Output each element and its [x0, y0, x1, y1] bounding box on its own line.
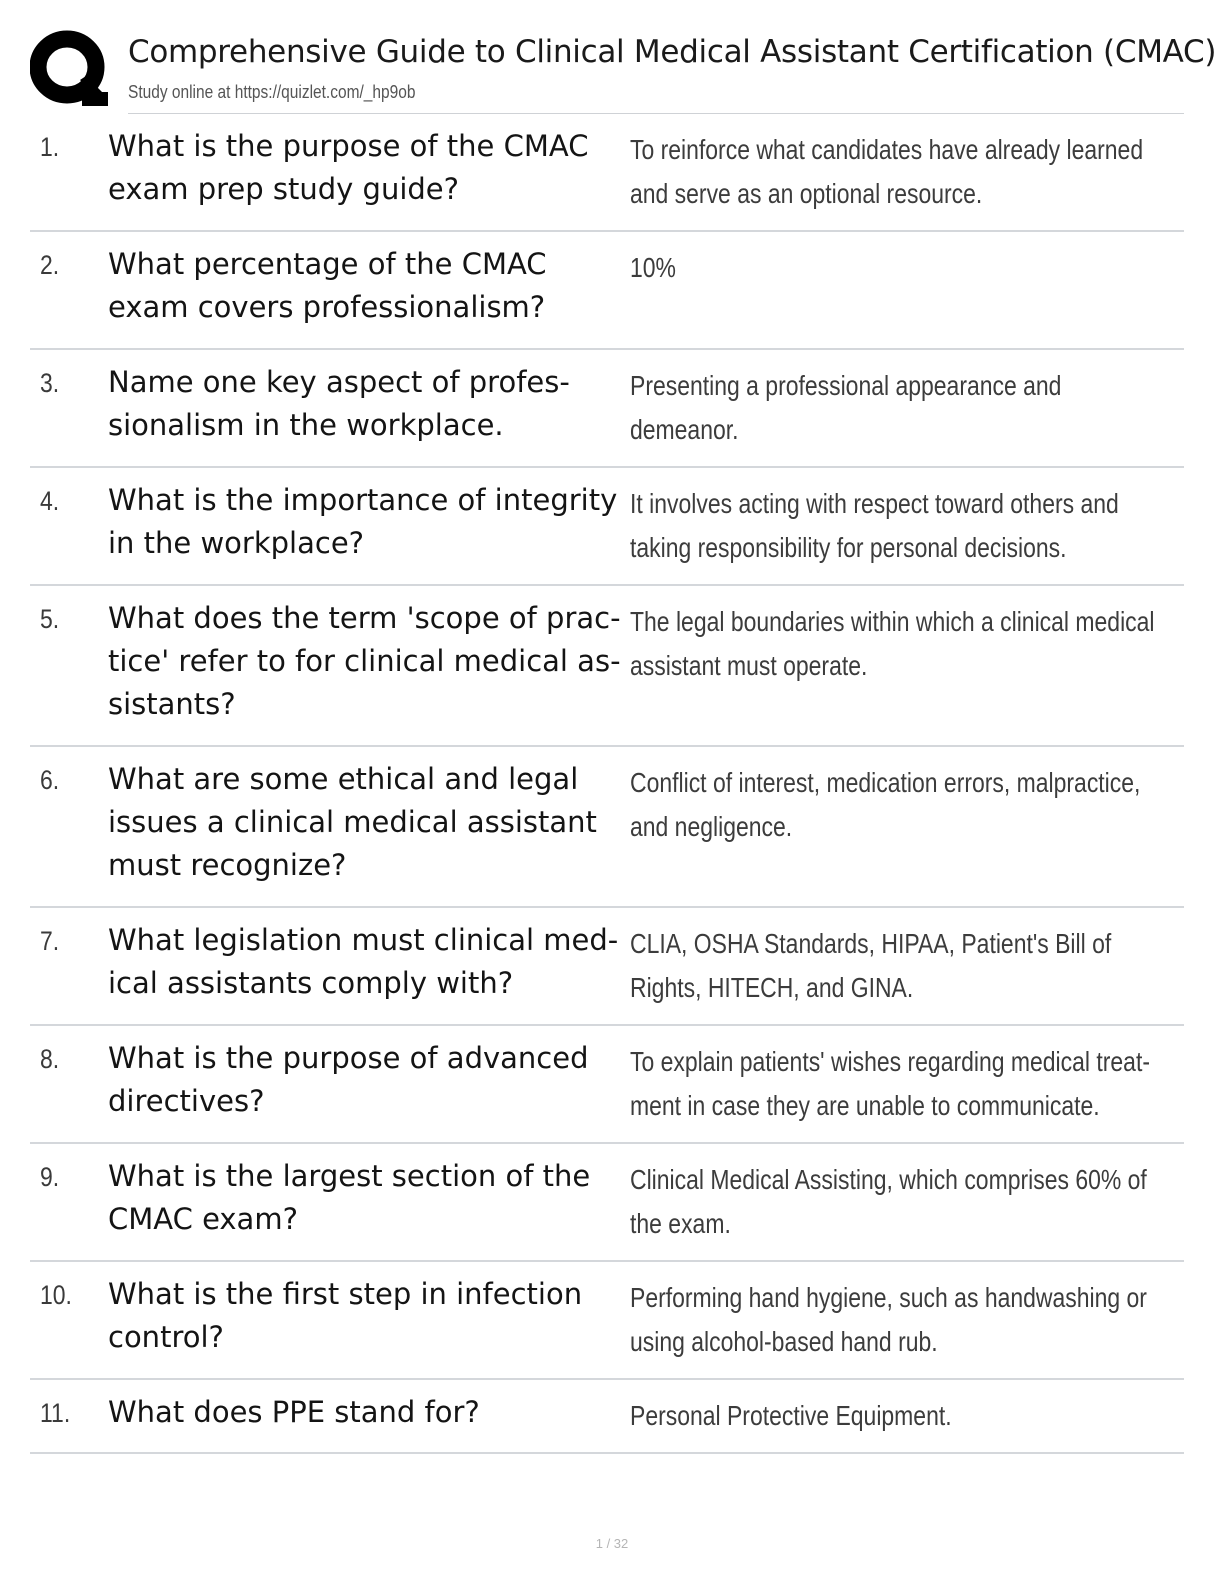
- card-term: What legislation must clinical med-ical assistants comply with?: [108, 923, 619, 1000]
- card-definition: The legal boundaries within which a clinical medical assistant must operate.: [630, 606, 1155, 681]
- flashcard-row: [30, 468, 1184, 586]
- flashcard-row: [30, 908, 1184, 1026]
- card-definition: To reinforce what candidates have already learned and serve as an optional resource.: [630, 134, 1144, 209]
- flashcard-row: [30, 1026, 1184, 1144]
- card-number: 8.: [40, 1044, 60, 1074]
- flashcard-list: [30, 114, 1184, 1454]
- card-number: 6.: [40, 765, 60, 795]
- card-term: What is the purpose of advanced directives?: [108, 1041, 589, 1118]
- flashcard-row: [30, 232, 1184, 350]
- card-term: Name one key aspect of profes-sionalism in the workplace.: [108, 365, 570, 442]
- card-definition: Clinical Medical Assisting, which comprises 60% of the exam.: [630, 1164, 1147, 1239]
- card-term: What is the largest section of the CMAC exam?: [108, 1159, 591, 1236]
- card-number: 9.: [40, 1162, 60, 1192]
- card-term: What is the importance of integrity in the workplace?: [108, 483, 618, 560]
- card-definition: To explain patients' wishes regarding medical treat-ment in case they are unable to communicate.: [630, 1046, 1150, 1121]
- card-definition: CLIA, OSHA Standards, HIPAA, Patient's Bill of Rights, HITECH, and GINA.: [630, 928, 1112, 1003]
- card-number: 7.: [40, 926, 60, 956]
- card-number: 3.: [40, 368, 60, 398]
- card-number: 1.: [40, 132, 60, 162]
- card-number: 5.: [40, 604, 60, 634]
- card-definition: Conflict of interest, medication errors, malpractice, and negligence.: [630, 767, 1141, 842]
- card-definition: Personal Protective Equipment.: [630, 1400, 952, 1431]
- card-definition: Presenting a professional appearance and demeanor.: [630, 370, 1062, 445]
- page-title: Comprehensive Guide to Clinical Medical Assistant Certification (CMAC): [128, 34, 1217, 70]
- flashcard-row: [30, 586, 1184, 747]
- flashcard-row: [30, 747, 1184, 908]
- card-term: What is the first step in infection control?: [108, 1277, 583, 1354]
- flashcard-row: [30, 1262, 1184, 1380]
- card-number: 10.: [40, 1280, 72, 1310]
- page-number: 1 / 32: [595, 1536, 629, 1551]
- card-term: What does the term 'scope of prac-tice' refer to for clinical medical as-sistants?: [108, 601, 621, 721]
- flashcard-row: [30, 1144, 1184, 1262]
- card-term: What are some ethical and legal issues a clinical medical assistant must recognize?: [108, 762, 597, 882]
- flashcard-row: [30, 114, 1184, 232]
- flashcard-row: [30, 1380, 1184, 1454]
- card-definition: 10%: [630, 252, 676, 283]
- card-definition: It involves acting with respect toward others and taking responsibility for personal decisions.: [630, 488, 1119, 563]
- card-term: What percentage of the CMAC exam covers professionalism?: [108, 247, 547, 324]
- card-number: 4.: [40, 486, 60, 516]
- flashcard-row: [30, 350, 1184, 468]
- quizlet-logo-icon: [30, 30, 108, 108]
- card-number: 2.: [40, 250, 60, 280]
- card-term: What does PPE stand for?: [108, 1395, 480, 1429]
- card-number: 11.: [40, 1398, 71, 1428]
- page-header: [30, 26, 1217, 114]
- card-term: What is the purpose of the CMAC exam prep study guide?: [108, 129, 589, 206]
- card-definition: Performing hand hygiene, such as handwashing or using alcohol-based hand rub.: [630, 1282, 1147, 1357]
- study-online-link[interactable]: Study online at https://quizlet.com/_hp9ob: [128, 82, 416, 102]
